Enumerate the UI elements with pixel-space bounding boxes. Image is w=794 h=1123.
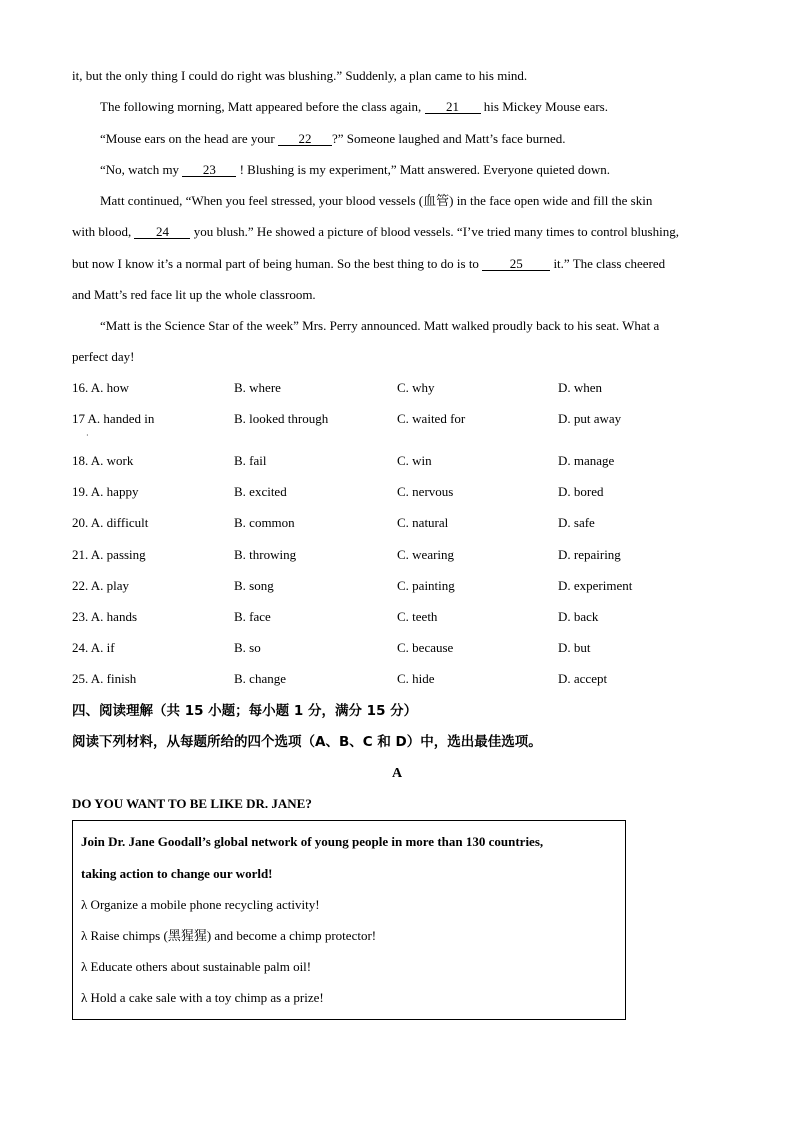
passage-text: it.” The class cheered: [553, 256, 666, 271]
passage-text: ! Blushing is my experiment,” Matt answered. Everyone quieted down.: [239, 162, 610, 177]
option-c: C. waited for: [397, 411, 466, 426]
stray-dot: ·: [86, 431, 89, 440]
option-d: D. bored: [558, 484, 604, 499]
option-d: D. safe: [558, 515, 595, 530]
passage-text: The following morning, Matt appeared before the class again,: [100, 99, 422, 114]
info-box: [72, 820, 626, 1020]
blank-23: 23: [182, 163, 236, 177]
passage-line: “Matt is the Science Star of the week” Mrs. Perry announced. Matt walked proudly back to his seat. What a: [100, 318, 660, 333]
option-a: 17 A. handed in: [72, 411, 155, 426]
option-b: B. looked through: [234, 411, 329, 426]
blank-24: 24: [134, 225, 190, 239]
option-c: C. nervous: [397, 484, 454, 499]
option-d: D. when: [558, 380, 603, 395]
option-b: B. where: [234, 380, 281, 395]
option-a: 22. A. play: [72, 578, 130, 593]
passage-text: but now I know it’s a normal part of being human. So the best thing to do is to: [72, 256, 479, 271]
option-a: 20. A. difficult: [72, 515, 149, 530]
option-c: C. because: [397, 640, 454, 655]
passage-line: [72, 256, 665, 272]
blank-25: 25: [482, 257, 550, 271]
option-b: B. fail: [234, 453, 267, 468]
passage-text: “Mouse ears on the head are your: [100, 131, 275, 146]
option-a: 25. A. finish: [72, 671, 137, 686]
passage-line: it, but the only thing I could do right was blushing.” Suddenly, a plan came to his mind.: [72, 68, 528, 83]
passage-line: perfect day!: [72, 349, 135, 364]
box-headline: taking action to change our world!: [81, 866, 273, 881]
passage-label: A: [391, 766, 403, 781]
option-b: B. song: [234, 578, 274, 593]
blank-22: 22: [278, 132, 332, 146]
option-a: 16. A. how: [72, 380, 130, 395]
passage-line: [100, 99, 608, 115]
passage-line: [72, 224, 679, 240]
section-instruction: 阅读下列材料，从每题所给的四个选项（A、B、C 和 D）中，选出最佳选项。: [72, 734, 542, 750]
option-c: C. teeth: [397, 609, 438, 624]
option-c: C. win: [397, 453, 432, 468]
box-list-item: λ Organize a mobile phone recycling activity!: [81, 897, 320, 912]
option-a: 18. A. work: [72, 453, 134, 468]
option-d: D. but: [558, 640, 591, 655]
option-c: C. wearing: [397, 547, 455, 562]
box-list-item: λ Educate others about sustainable palm oil!: [81, 959, 312, 974]
option-a: 23. A. hands: [72, 609, 137, 624]
passage-title: DO YOU WANT TO BE LIKE DR. JANE?: [72, 796, 312, 811]
section-title: 四、阅读理解（共 15 小题；每小题 1 分，满分 15 分）: [72, 703, 418, 719]
option-d: D. put away: [558, 411, 622, 426]
passage-text: with blood,: [72, 224, 132, 239]
option-b: B. change: [234, 671, 286, 686]
option-c: C. why: [397, 380, 435, 395]
box-list-item: λ Hold a cake sale with a toy chimp as a prize!: [81, 990, 324, 1005]
passage-line: [100, 162, 610, 178]
passage-text: ?” Someone laughed and Matt’s face burned.: [331, 131, 566, 146]
option-d: D. accept: [558, 671, 608, 686]
option-b: B. throwing: [234, 547, 297, 562]
option-b: B. common: [234, 515, 295, 530]
blank-21: 21: [425, 100, 481, 114]
passage-line: and Matt’s red face lit up the whole classroom.: [72, 287, 316, 302]
option-b: B. excited: [234, 484, 287, 499]
passage-text: “No, watch my: [100, 162, 180, 177]
option-b: B. face: [234, 609, 271, 624]
option-d: D. manage: [558, 453, 615, 468]
passage-line: Matt continued, “When you feel stressed, your blood vessels (血管) in the face open wide and fill the skin: [100, 193, 653, 208]
option-c: C. natural: [397, 515, 449, 530]
option-d: D. repairing: [558, 547, 621, 562]
option-d: D. experiment: [558, 578, 633, 593]
passage-line: [100, 131, 566, 147]
option-a: 21. A. passing: [72, 547, 146, 562]
passage-text: his Mickey Mouse ears.: [483, 99, 608, 114]
option-c: C. painting: [397, 578, 455, 593]
option-a: 24. A. if: [72, 640, 115, 655]
box-headline: Join Dr. Jane Goodall’s global network of young people in more than 130 countries,: [81, 834, 544, 849]
box-list-item: λ Raise chimps (黑猩猩) and become a chimp protector!: [81, 928, 377, 943]
option-d: D. back: [558, 609, 599, 624]
passage-text: you blush.” He showed a picture of blood vessels. “I’ve tried many times to control blushing,: [193, 224, 679, 239]
option-b: B. so: [234, 640, 261, 655]
option-c: C. hide: [397, 671, 435, 686]
option-a: 19. A. happy: [72, 484, 139, 499]
